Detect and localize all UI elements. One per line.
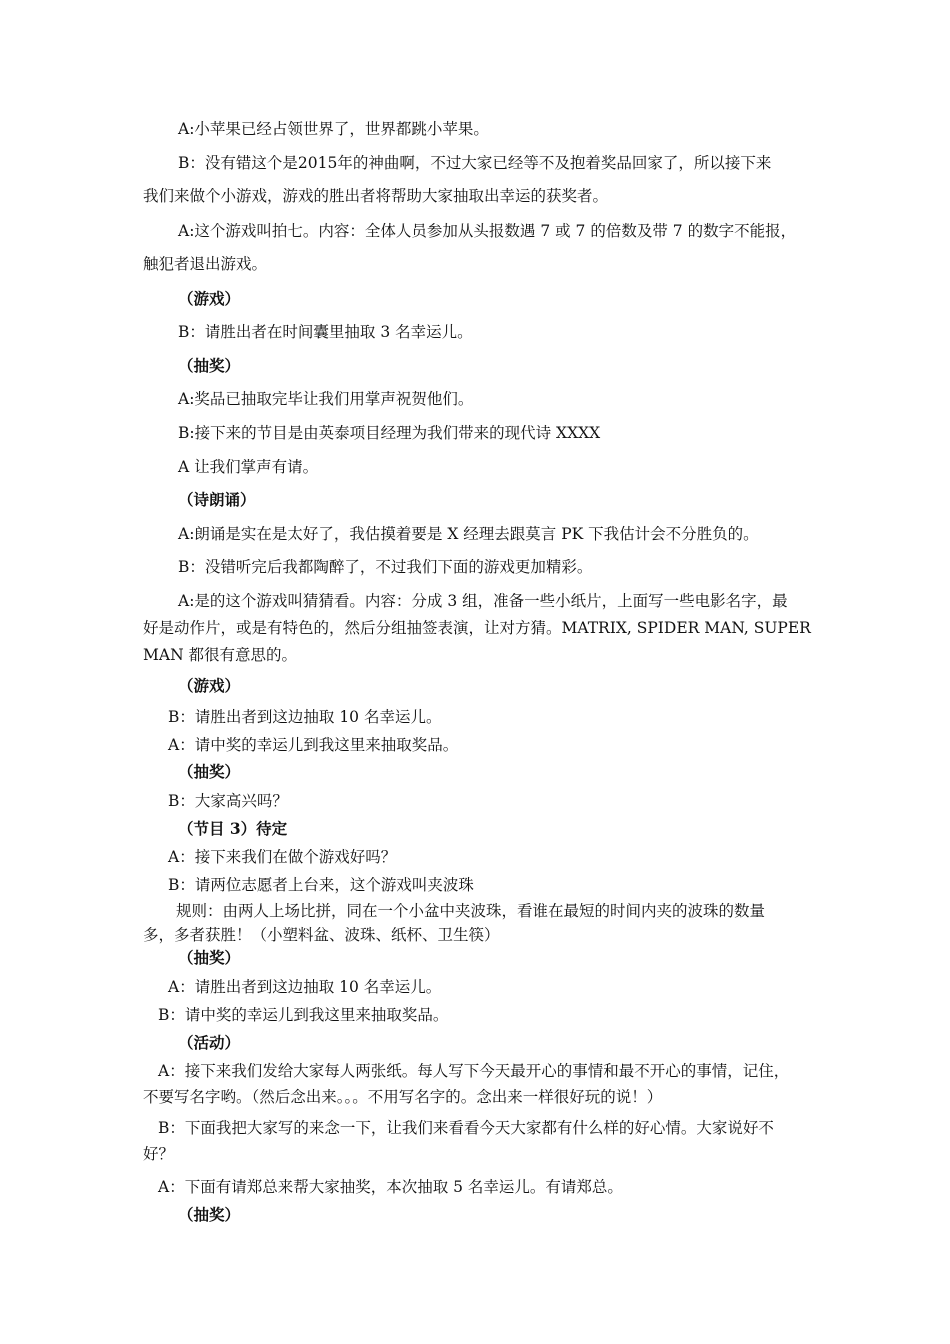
section-heading: （抽奖） <box>178 948 241 967</box>
dialogue-line: A:这个游戏叫拍七。内容：全体人员参加从头报数遇 7 或 7 的倍数及带 7 的数字不能报， <box>178 222 797 240</box>
dialogue-line: 我们来做个小游戏，游戏的胜出者将帮助大家抽取出幸运的获奖者。 <box>143 187 609 205</box>
section-heading: （诗朗诵） <box>178 490 256 509</box>
dialogue-line: A：接下来我们在做个游戏好吗？ <box>168 848 397 866</box>
dialogue-line: B：大家高兴吗？ <box>168 792 288 810</box>
dialogue-line: B：请胜出者到这边抽取 10 名幸运儿。 <box>168 708 442 726</box>
section-heading: （抽奖） <box>178 762 241 781</box>
dialogue-line: B：请两位志愿者上台来，这个游戏叫夹波珠 <box>168 876 474 894</box>
dialogue-line: 触犯者退出游戏。 <box>143 255 268 273</box>
dialogue-line: A:是的这个游戏叫猜猜看。内容：分成 3 组，准备一些小纸片，上面写一些电影名字，最 <box>178 592 788 610</box>
section-heading: （游戏） <box>178 289 241 308</box>
dialogue-line: B:接下来的节目是由英泰项目经理为我们带来的现代诗 XXXX <box>178 424 601 442</box>
dialogue-line: 规则：由两人上场比拼，同在一个小盆中夹波珠，看谁在最短的时间内夹的波珠的数量 <box>176 902 766 920</box>
section-heading: （抽奖） <box>178 1205 241 1224</box>
dialogue-line: 不要写名字哟。（然后念出来。。。不用写名字的。念出来一样很好玩的说！） <box>143 1088 663 1106</box>
dialogue-line: 多，多者获胜！（小塑料盆、波珠、纸杯、卫生筷） <box>143 926 500 944</box>
dialogue-line: B：请胜出者在时间囊里抽取 3 名幸运儿。 <box>178 323 473 341</box>
section-heading: （游戏） <box>178 676 241 695</box>
dialogue-line: A:奖品已抽取完毕让我们用掌声祝贺他们。 <box>178 390 474 408</box>
dialogue-line: B：下面我把大家写的来念一下，让我们来看看今天大家都有什么样的好心情。大家说好不 <box>158 1119 774 1137</box>
dialogue-line: A：请中奖的幸运儿到我这里来抽取奖品。 <box>168 736 459 754</box>
dialogue-line: A：请胜出者到这边抽取 10 名幸运儿。 <box>168 978 442 996</box>
dialogue-line: MAN 都很有意思的。 <box>143 646 298 664</box>
dialogue-line: A：接下来我们发给大家每人两张纸。每人写下今天最开心的事情和最不开心的事情，记住， <box>158 1062 790 1080</box>
dialogue-line: A 让我们掌声有请。 <box>178 458 319 476</box>
section-heading: （节目 3）待定 <box>178 819 288 838</box>
dialogue-line: A：下面有请郑总来帮大家抽奖，本次抽取 5 名幸运儿。有请郑总。 <box>158 1178 623 1196</box>
dialogue-line: B：没有错这个是2015年的神曲啊，不过大家已经等不及抱着奖品回家了，所以接下来 <box>178 154 772 172</box>
dialogue-line: 好？ <box>143 1145 175 1163</box>
dialogue-line: A:小苹果已经占领世界了，世界都跳小苹果。 <box>178 120 489 138</box>
dialogue-line: B：没错听完后我都陶醉了，不过我们下面的游戏更加精彩。 <box>178 558 593 576</box>
dialogue-line: A:朗诵是实在是太好了，我估摸着要是 X 经理去跟莫言 PK 下我估计会不分胜负的。 <box>178 525 759 543</box>
dialogue-line: B：请中奖的幸运儿到我这里来抽取奖品。 <box>158 1006 449 1024</box>
section-heading: （活动） <box>178 1033 241 1052</box>
dialogue-line: 好是动作片，或是有特色的，然后分组抽签表演，让对方猜。MATRIX, SPIDER MAN, SUPER <box>143 619 811 637</box>
section-heading: （抽奖） <box>178 356 241 375</box>
